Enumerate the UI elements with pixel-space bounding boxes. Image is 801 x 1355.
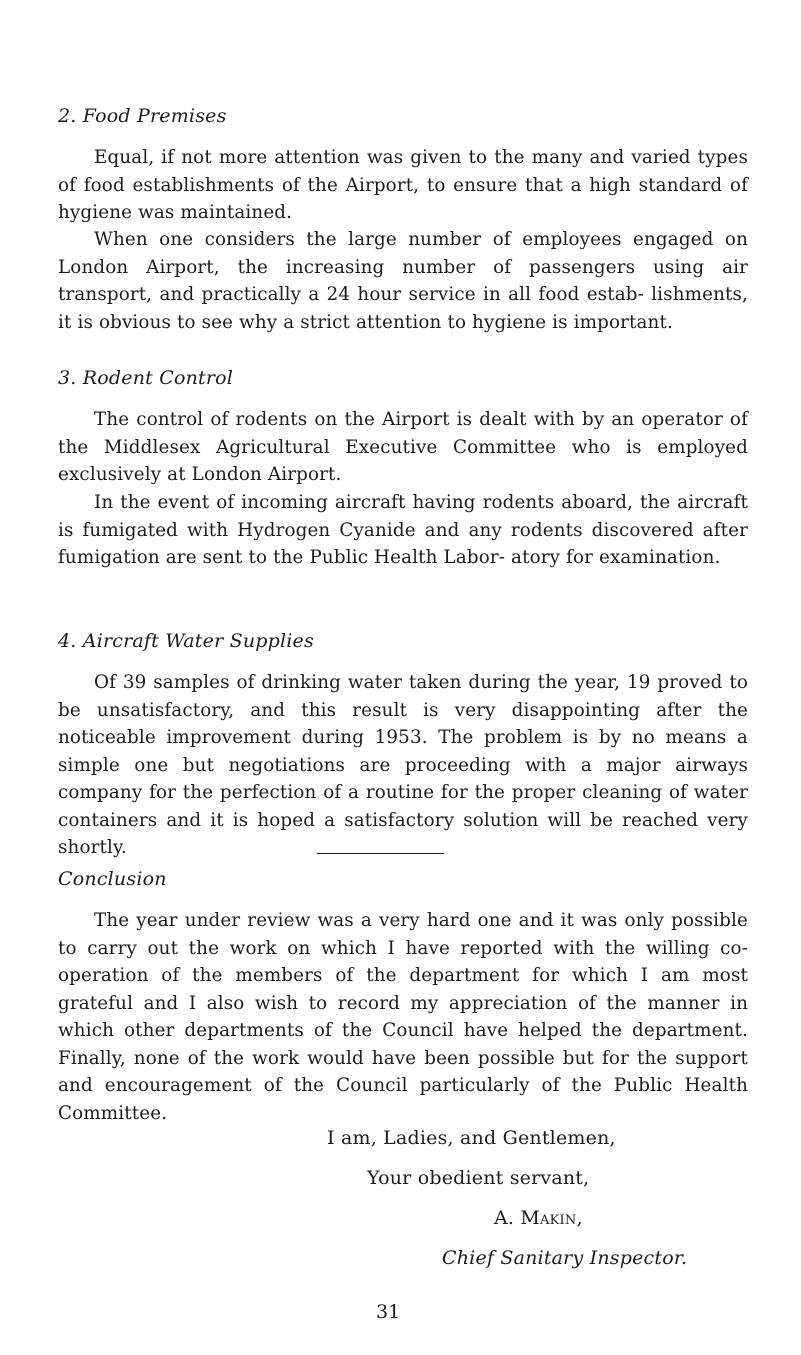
signature-closing: Your obedient servant, (367, 1167, 590, 1189)
signature-salutation: I am, Ladies, and Gentlemen, (327, 1127, 616, 1149)
page-number: 31 (376, 1301, 401, 1323)
heading-rodent-control: 3. Rodent Control (58, 367, 234, 389)
paragraph-food-premises-1: Equal, if not more attention was given to the many and varied types of food establishments of the Airport, to ensure that a high standard of hygiene was maintained. (58, 147, 748, 223)
heading-aircraft-water-supplies: 4. Aircraft Water Supplies (58, 630, 314, 652)
paragraph-conclusion: The year under review was a very hard one and it was only possible to carry out the work on which I have reported with the willing co-operation of the members of the department for which I am most grateful and I also wish to record my appreciation of the manner in which other departments of the Council have helped the department. Finally, none of the work would have been possible but for the support and encouragement of the Council particularly of the Public Health Committee. (58, 910, 748, 1124)
heading-conclusion: Conclusion (58, 868, 167, 890)
signature-name: A. Makin, (494, 1207, 583, 1229)
paragraph-rodent-control-2: In the event of incoming aircraft having rodents aboard, the aircraft is fumigated with Hydrogen Cyanide and any rodents discovered after fumigation are sent to the Public Health Labor- atory for examination. (58, 492, 748, 568)
heading-food-premises: 2. Food Premises (58, 105, 227, 127)
paragraph-rodent-control-1: The control of rodents on the Airport is dealt with by an operator of the Middlesex Agricultural Executive Committee who is employed exclusively at London Airport. (58, 409, 748, 485)
paragraph-food-premises-2: When one considers the large number of employees engaged on London Airport, the increasing number of passengers using air transport, and practically a 24 hour service in all food estab- lishments, it is obvious to see why a strict attention to hygiene is important. (58, 229, 748, 333)
section-divider (317, 853, 444, 854)
signature-title: Chief Sanitary Inspector. (442, 1247, 688, 1269)
paragraph-aircraft-water-supplies: Of 39 samples of drinking water taken during the year, 19 proved to be unsatisfactory, and this result is very disappointing after the noticeable improvement during 1953. The problem is by no means a simple one but negotiations are proceeding with a major airways company for the perfection of a routine for the proper cleaning of water containers and it is hoped a satisfactory solution will be reached very shortly. (58, 672, 748, 858)
